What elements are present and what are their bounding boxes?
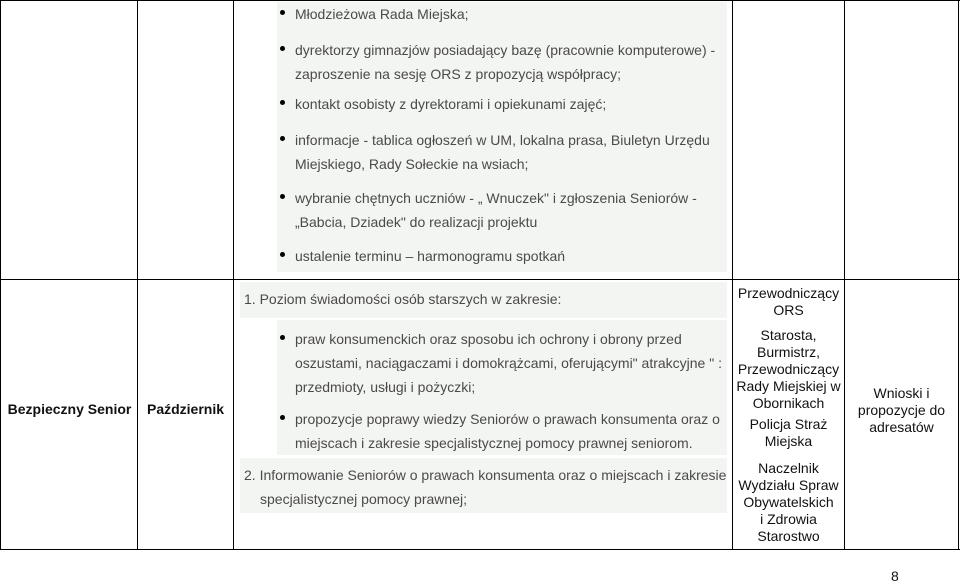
task-name: Bezpieczny Senior	[7, 401, 132, 417]
col-border-1	[137, 0, 138, 550]
col-border-2	[233, 0, 234, 550]
item-1-heading: 1. Poziom świadomości osób starszych w zakresie:	[244, 291, 562, 307]
col-border-0	[0, 0, 1, 550]
responsible-police: Policja Straż Miejska	[749, 416, 828, 449]
row-separator	[0, 279, 960, 280]
table-top-border	[0, 0, 960, 1]
top-bullet-6: ustalenie terminu – harmonogramu spotkań	[295, 244, 565, 268]
top-bullet-3: kontakt osobisty z dyrektorami i opiekunami zajęć;	[295, 92, 606, 116]
sub-bullet-2: propozycje poprawy wiedzy Seniorów o prawach konsumenta oraz o miejscach i zakresie specjalistycznej pomocy prawnej seniorom.	[295, 407, 725, 455]
responsible-officials: Starosta, Burmistrz, Przewodniczący Rady Miejskiej w Obornikach	[736, 327, 841, 411]
table-bottom-border	[0, 549, 960, 550]
col-border-4	[844, 0, 845, 550]
task-month: Październik	[146, 401, 225, 417]
sub-bullet-1: praw konsumenckich oraz sposobu ich ochrony i obrony przed oszustami, naciągaczami i domokrążcami, oferującymi" atrakcyjne " : przedmioty, usługi i pożyczki;	[295, 327, 725, 399]
responsible-naczelnik: Naczelnik Wydziału Spraw Obywatelskich i Zdrowia Starostwo	[738, 460, 839, 544]
responsible-ors: Przewodniczący ORS	[737, 285, 840, 318]
col-border-5	[958, 0, 959, 550]
page-number: 8	[891, 568, 899, 584]
top-bullet-4: informacje - tablica ogłoszeń w UM, lokalna prasa, Biuletyn Urzędu Miejskiego, Rady Sołeckie na wsiach;	[295, 128, 725, 176]
top-bullet-5: wybranie chętnych uczniów - „ Wnuczek" i zgłoszenia Seniorów - „Babcia, Dziadek" do realizacji projektu	[295, 186, 725, 234]
expected-result: Wnioski i propozycje do adresatów	[857, 385, 946, 435]
item-2: 2. Informowanie Seniorów o prawach konsumenta oraz o miejscach i zakresie specjalistycznej pomocy prawnej;	[244, 467, 727, 507]
top-bullet-2: dyrektorzy gimnazjów posiadający bazę (pracownie komputerowe) - zaproszenie na sesję ORS z propozycją współpracy;	[295, 38, 725, 86]
top-bullet-1: Młodzieżowa Rada Miejska;	[295, 2, 469, 26]
